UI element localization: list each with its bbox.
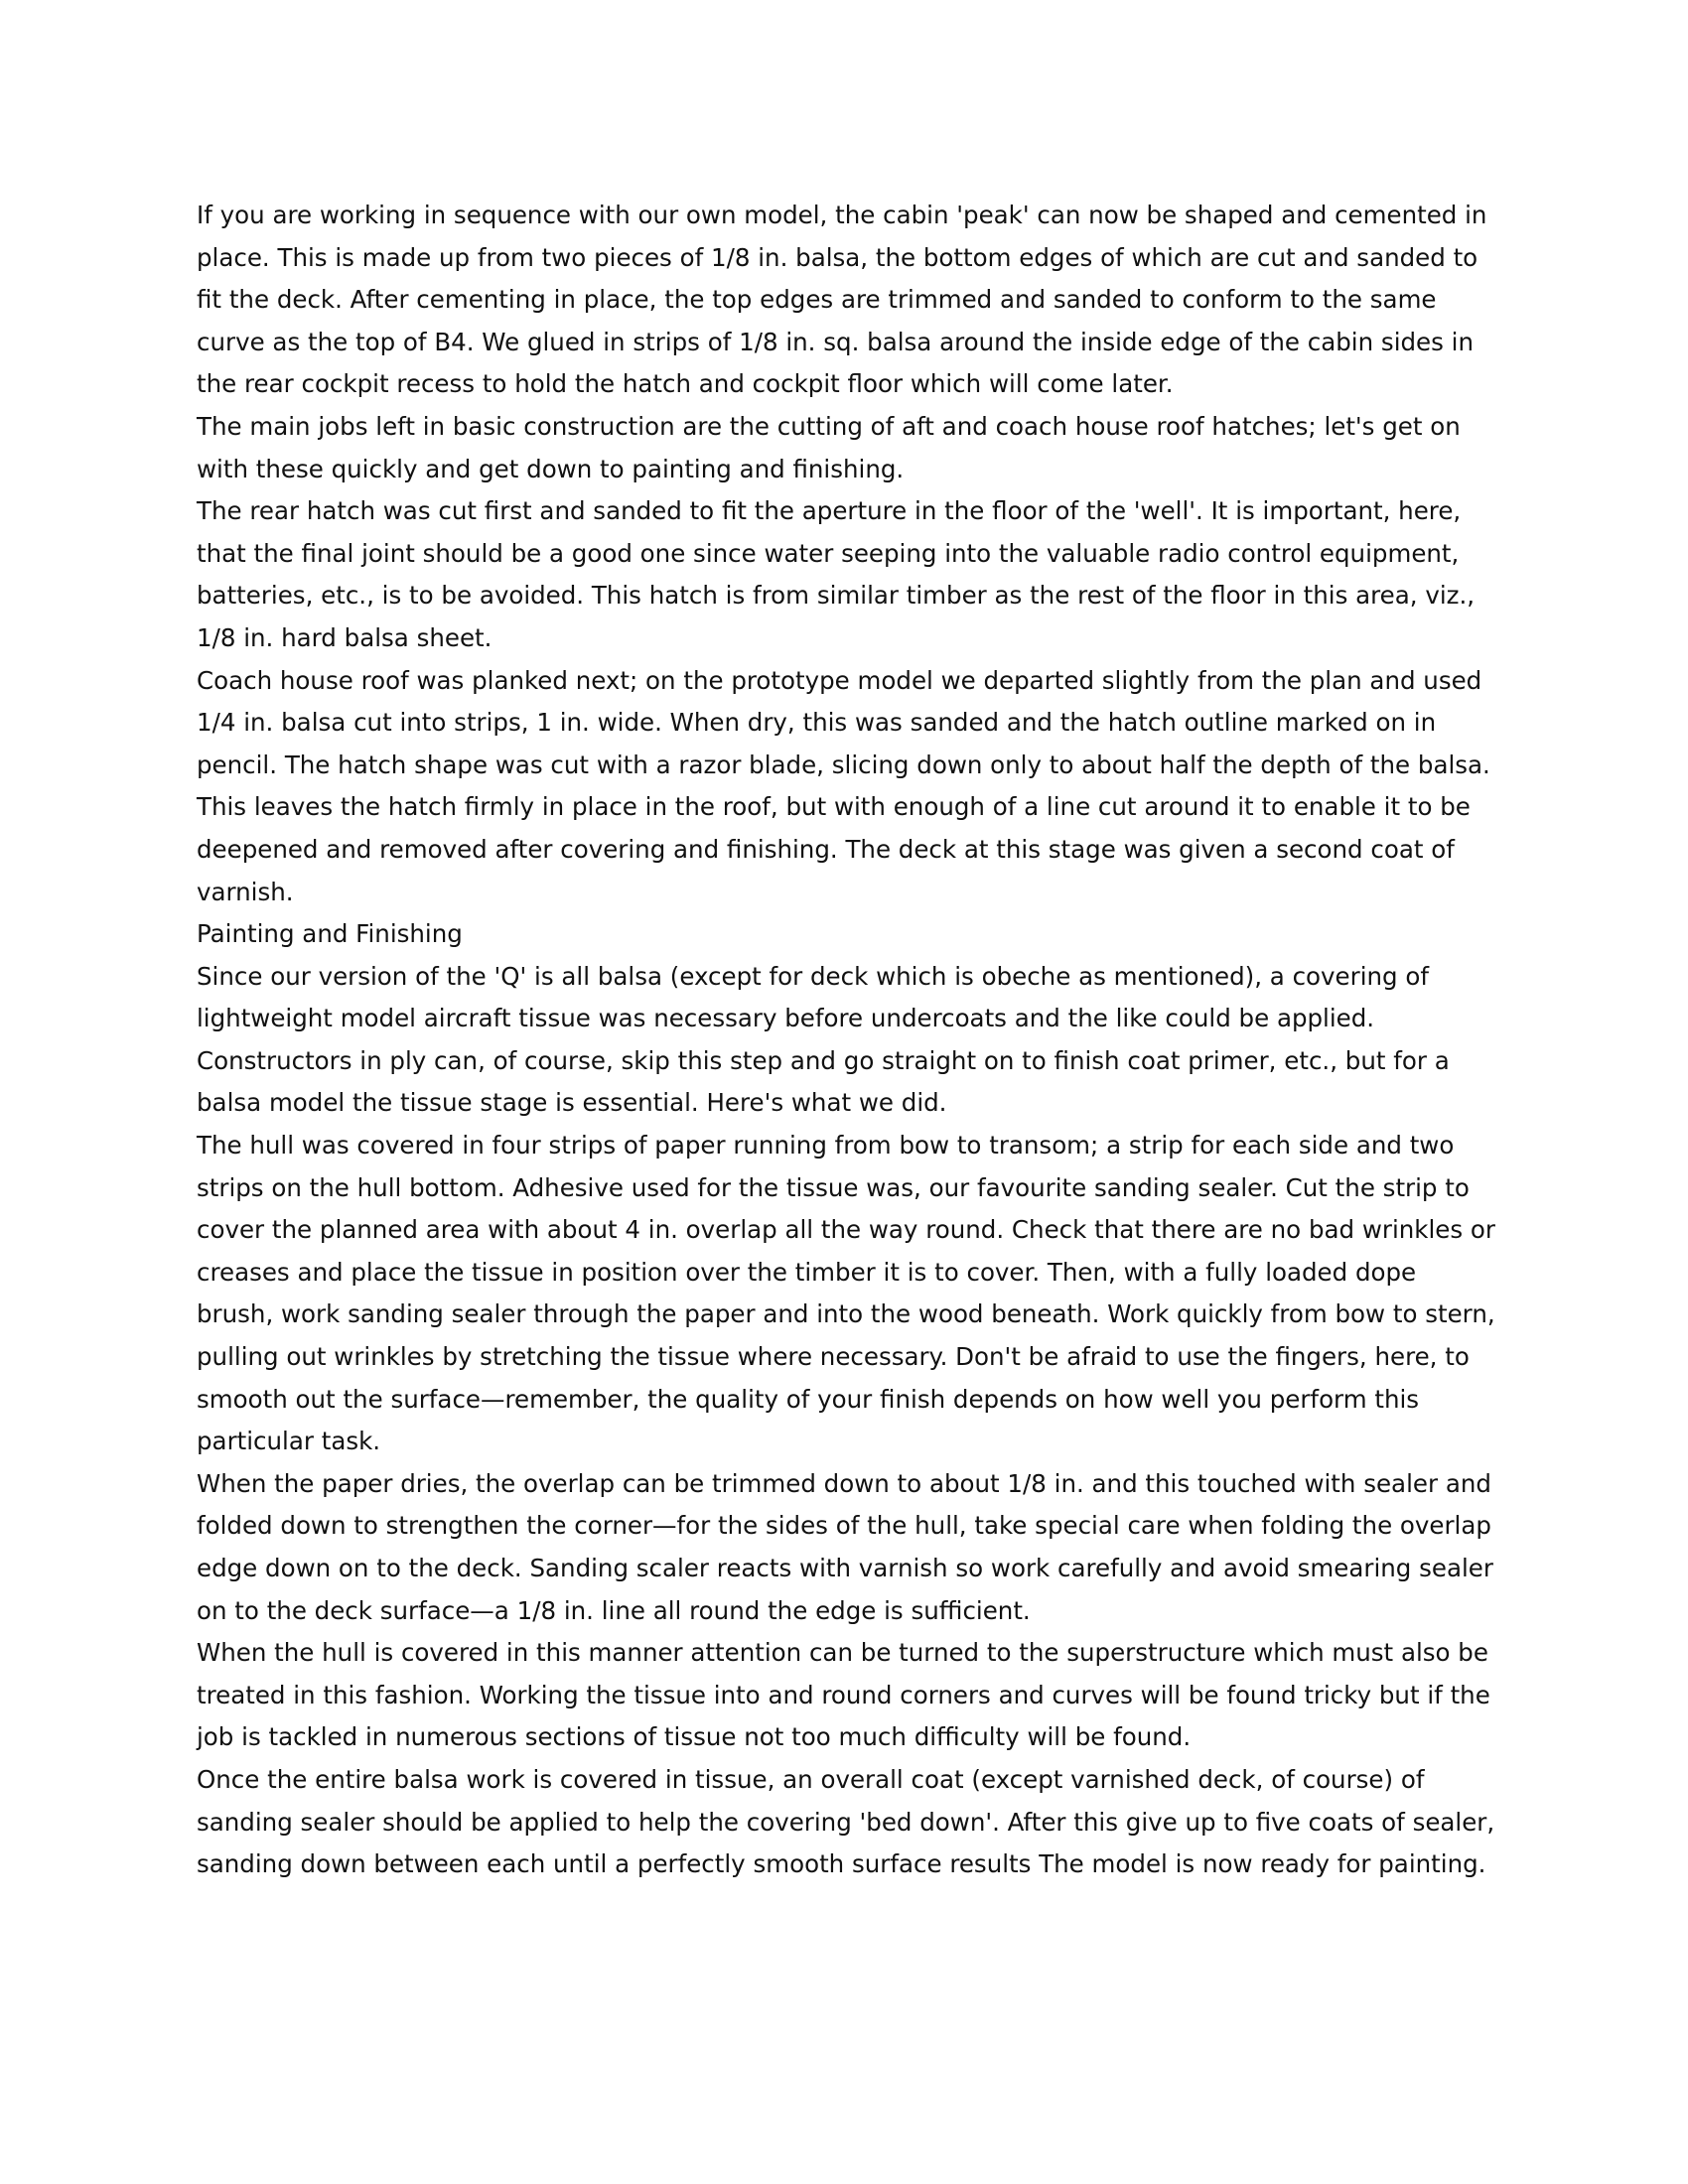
paragraph-cabin-peak: If you are working in sequence with our own model, the cabin 'peak' can now be shaped and cemented in place. This is made up from two pieces of 1/8 in. balsa, the bottom edges of which are cut and sanded to fit the deck. After cementing in place, the top edges are trimmed and sanded to conform to the same curve as the top of B4. We glued in strips of 1/8 in. sq. balsa around the inside edge of the cabin sides in the rear cockpit recess to hold the hatch and cockpit floor which will come later.	[197, 201, 1487, 399]
document-page	[197, 195, 1497, 1886]
paragraph-hull-covering: The hull was covered in four strips of paper running from bow to transom; a strip for each side and two strips on the hull bottom. Adhesive used for the tissue was, our favourite sanding sealer. Cut the strip to cover the planned area with about 4 in. overlap all the way round. Check that there are no bad wrinkles or creases and place the tissue in position over the timber it is to cover. Then, with a fully loaded dope brush, work sanding sealer through the paper and into the wood beneath. Work quickly from bow to stern, pulling out wrinkles by stretching the tissue where necessary. Don't be afraid to use the fingers, here, to smooth out the surface—remember, the quality of your finish depends on how well you perform this particular task.	[197, 1131, 1495, 1456]
paragraph-tissue-covering: Since our version of the 'Q' is all balsa (except for deck which is obeche as mentioned), a covering of lightweight model aircraft tissue was necessary before undercoats and the like could be applied. Constructors in ply can, of course, skip this step and go straight on to finish coat primer, etc., but for a balsa model the tissue stage is essential. Here's what we did.	[197, 961, 1450, 1118]
paragraph-overlap-trimming: When the paper dries, the overlap can be trimmed down to about 1/8 in. and this touched with sealer and folded down to strengthen the corner—for the sides of the hull, take special care when folding the overlap edge down on to the deck. Sanding scaler reacts with varnish so work carefully and avoid smearing sealer on to the deck surface—a 1/8 in. line all round the edge is sufficient.	[197, 1468, 1493, 1625]
paragraph-sealer-coats: Once the entire balsa work is covered in tissue, an overall coat (except varnished deck, of course) of sanding sealer should be applied to help the covering 'bed down'. After this give up to five coats of sealer, sanding down between each until a perfectly smooth surface results The model is now ready for painting.	[197, 1764, 1495, 1879]
paragraph-rear-hatch: The rear hatch was cut first and sanded to fit the aperture in the floor of the 'well'. It is important, here, that the final joint should be a good one since water seeping into the valuable radio control equipment, batteries, etc., is to be avoided. This hatch is from similar timber as the rest of the floor in this area, viz., 1/8 in. hard balsa sheet.	[197, 496, 1476, 652]
section-heading-painting-finishing: Painting and Finishing	[197, 919, 463, 949]
paragraph-superstructure: When the hull is covered in this manner attention can be turned to the superstructure which must also be treated in this fashion. Working the tissue into and round corners and curves will be found tricky but if the job is tackled in numerous sections of tissue not too much difficulty will be found.	[197, 1638, 1490, 1752]
paragraph-basic-construction: The main jobs left in basic construction are the cutting of aft and coach house roof hatches; let's get on with these quickly and get down to painting and finishing.	[197, 411, 1461, 483]
paragraph-coach-house-roof: Coach house roof was planked next; on the prototype model we departed slightly from the plan and used 1/4 in. balsa cut into strips, 1 in. wide. When dry, this was sanded and the hatch outline marked on in pencil. The hatch shape was cut with a razor blade, slicing down only to about half the depth of the balsa. This leaves the hatch firmly in place in the roof, but with enough of a line cut around it to enable it to be deepened and removed after covering and finishing. The deck at this stage was given a second coat of varnish.	[197, 665, 1490, 906]
